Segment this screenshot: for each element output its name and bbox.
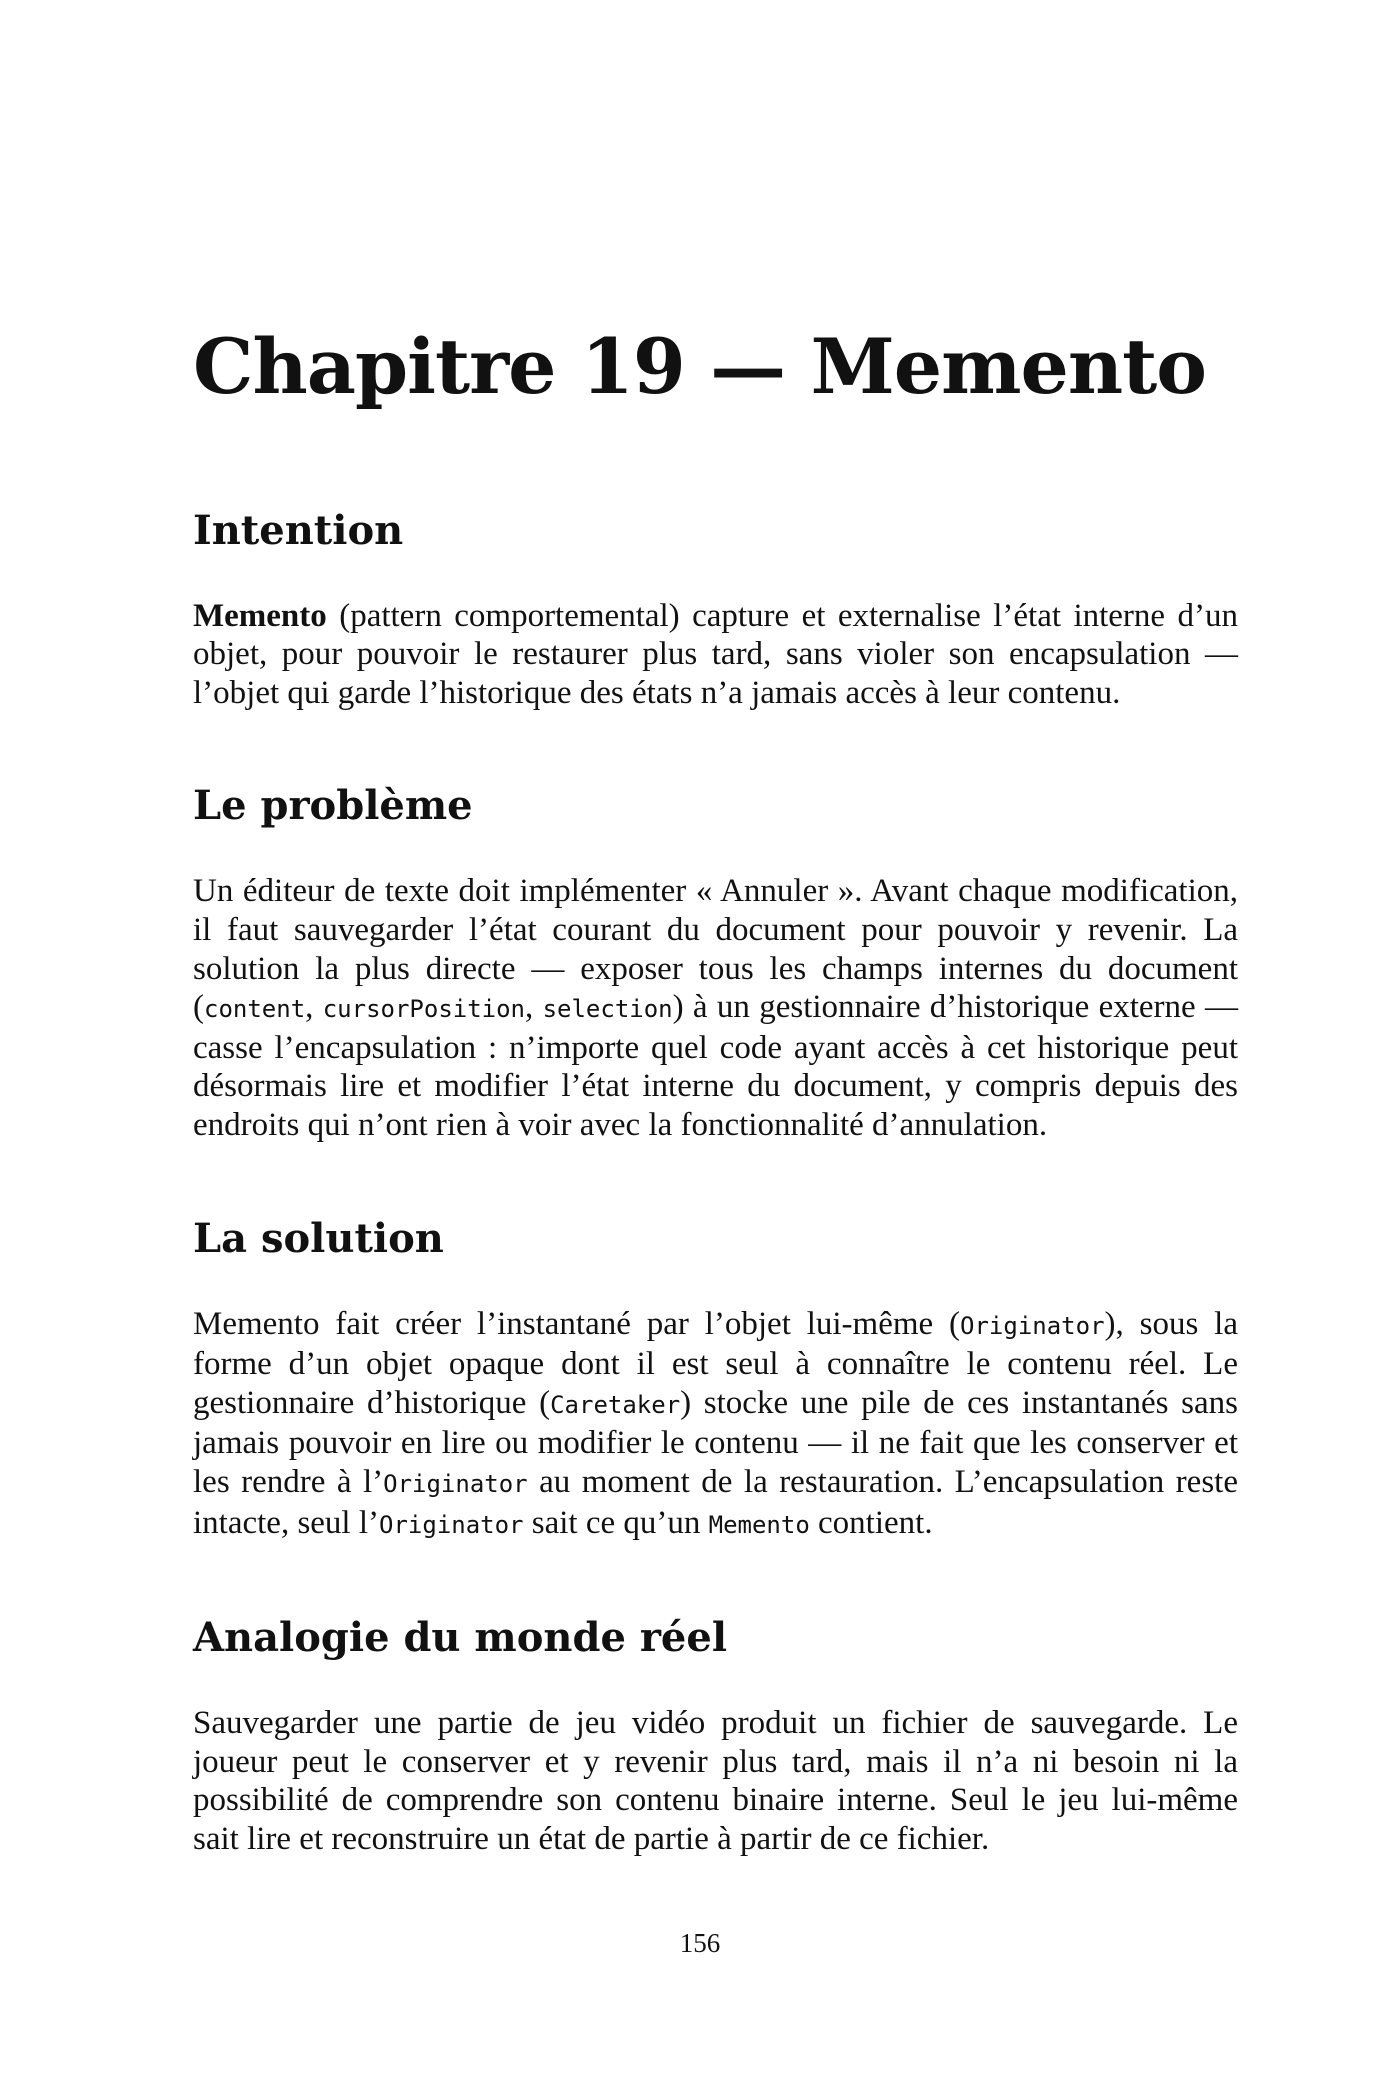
- code-memento: Memento: [708, 1510, 810, 1539]
- paragraph-intention: [193, 597, 1238, 713]
- page-number: 156: [679, 1928, 721, 1958]
- code-content: content: [204, 995, 306, 1024]
- code-selection: selection: [542, 995, 673, 1024]
- solution-text-6: contient.: [809, 1504, 933, 1541]
- section-heading-analogie: Analogie du monde réel: [193, 1614, 728, 1662]
- solution-text-3: ) stocke une pile de ces instantanés sans jamais pouvoir en lire ou modifier le contenu — il ne fait que les conserver et les rendre à l’: [193, 1384, 1239, 1500]
- solution-text-4: au moment de la restauration. L’encapsulation reste intacte, seul l’: [193, 1463, 1238, 1541]
- solution-text-1: Memento fait créer l’instantané par l’objet lui-même (: [193, 1305, 961, 1342]
- probleme-text-2: ) à un gestionnaire d’historique externe — casse l’encapsulation : n’importe quel code ayant accès à cet historique peut désormais lire et modifier l’état interne du document, y compris depuis des endroits qui n’ont rien à voir avec la fonctionnalité d’annulation.: [193, 989, 1238, 1143]
- term-memento: Memento: [193, 597, 327, 634]
- code-originator-3: Originator: [379, 1510, 524, 1539]
- intention-text: (pattern comportemental) capture et externalise l’état interne d’un objet, pour pouvoir le restaurer plus tard, sans violer son encapsulation — l’objet qui garde l’historique des états n’a jamais accès à leur contenu.: [193, 597, 1238, 711]
- paragraph-analogie: Sauvegarder une partie de jeu vidéo produit un fichier de sauvegarde. Le joueur peut le conserver et y revenir plus tard, mais il n’a ni besoin ni la possibilité de comprendre son contenu binaire interne. Seul le jeu lui-même sait lire et reconstruire un état de partie à partir de ce fichier.: [193, 1705, 1238, 1857]
- paragraph-solution: [193, 1305, 1238, 1545]
- code-cursor-position: cursorPosition: [322, 995, 526, 1024]
- code-originator: Originator: [960, 1311, 1105, 1340]
- section-heading-probleme: Le problème: [193, 782, 473, 830]
- chapter-title: Chapitre 19 — Memento: [193, 322, 1206, 411]
- probleme-text-1: Un éditeur de texte doit implémenter « Annuler ». Avant chaque modification, il faut sauvegarder l’état courant du document pour pouvoir y revenir. La solution la plus directe — exposer tous les champs internes du document (: [193, 873, 1238, 1026]
- paragraph-probleme: [193, 872, 1238, 1144]
- section-heading-solution: La solution: [193, 1214, 444, 1262]
- page-body: [193, 322, 1239, 1858]
- code-originator-2: Originator: [383, 1469, 528, 1498]
- solution-text-5: sait ce qu’un: [523, 1504, 709, 1541]
- section-heading-intention: Intention: [193, 506, 404, 554]
- probleme-sep-2: ,: [525, 989, 543, 1026]
- solution-text-2: ), sous la forme d’un objet opaque dont il est seul à connaître le contenu réel. Le gestionnaire d’historique (: [193, 1305, 1238, 1421]
- probleme-sep-1: ,: [305, 989, 323, 1026]
- code-caretaker: Caretaker: [550, 1390, 681, 1419]
